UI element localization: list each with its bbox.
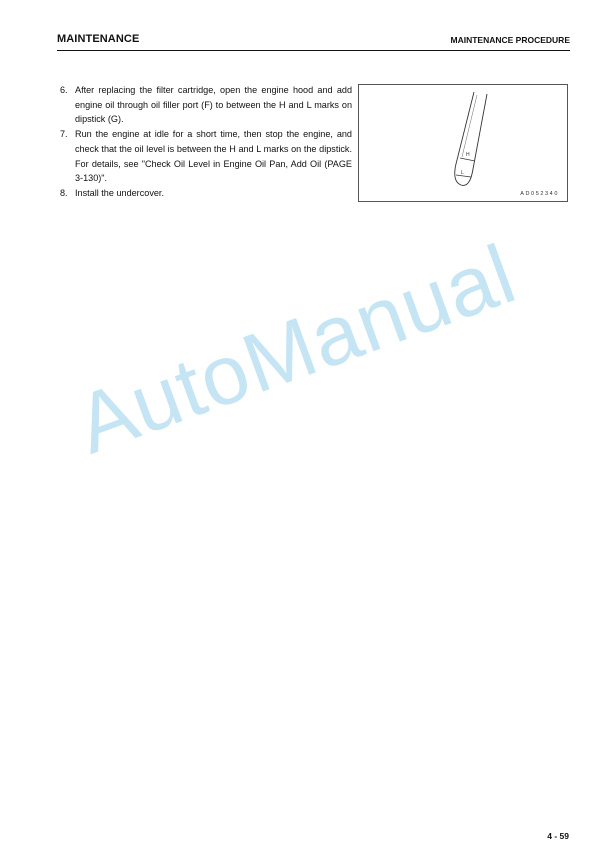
dipstick-shaft bbox=[455, 92, 487, 185]
step-text: After replacing the filter cartridge, open the engine hood and add engine oil through oil filler port (F) to between the H and L marks on dipstick (G). bbox=[75, 85, 352, 125]
dipstick-illustration bbox=[359, 85, 569, 203]
figure-code: AD052340 bbox=[520, 191, 559, 197]
high-mark-label: H bbox=[466, 152, 470, 158]
step-text: Install the undercover. bbox=[75, 187, 164, 198]
page-header bbox=[57, 32, 570, 50]
step-number: 8. bbox=[60, 187, 68, 198]
header-rule bbox=[57, 50, 570, 51]
step-item bbox=[60, 127, 352, 186]
section-title: MAINTENANCE bbox=[57, 33, 140, 45]
dipstick-inner-line bbox=[462, 95, 477, 157]
watermark: AutoManual bbox=[64, 226, 528, 472]
step-number: 6. bbox=[60, 85, 68, 95]
low-mark-label: L bbox=[461, 170, 464, 176]
page-number: 4 - 59 bbox=[547, 831, 569, 841]
step-item bbox=[60, 83, 352, 127]
dipstick-figure bbox=[358, 84, 568, 202]
procedure-steps bbox=[60, 83, 352, 201]
step-text: Run the engine at idle for a short time, then stop the engine, and check that the oil level is between the H and L marks on the dipstick. For details, see "Check Oil Level in Engine Oil Pan, Add Oil (PAGE 3-130)". bbox=[75, 129, 352, 184]
high-mark-line bbox=[460, 158, 475, 161]
chapter-title: MAINTENANCE PROCEDURE bbox=[450, 35, 570, 45]
step-number: 7. bbox=[60, 129, 68, 140]
step-item bbox=[60, 186, 352, 201]
